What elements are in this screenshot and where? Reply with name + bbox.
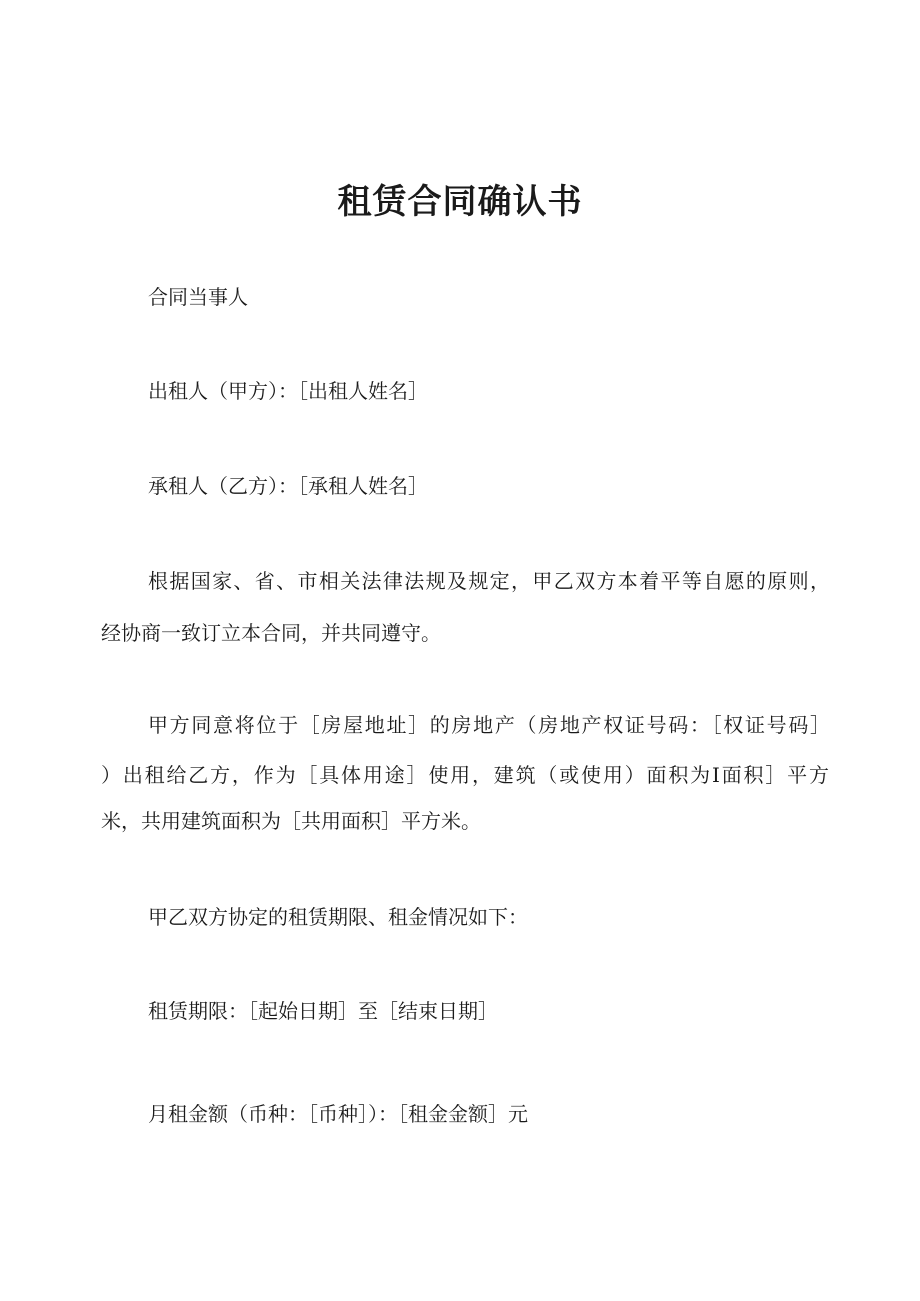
property-line-3: 米，共用建筑面积为［共用面积］平方米。 <box>101 809 481 833</box>
lease-term-line: 租赁期限：［起始日期］至［结束日期］ <box>148 999 498 1023</box>
lessor-line: 出租人（甲方）：［出租人姓名］ <box>148 379 428 403</box>
property-line-2: ）出租给乙方，作为［具体用途］使用，建筑（或使用）面积为I面积］平方 <box>101 763 829 787</box>
parties-heading: 合同当事人 <box>148 285 248 309</box>
property-line-1: 甲方同意将位于［房屋地址］的房地产（房地产权证号码：［权证号码］ <box>148 713 830 737</box>
document-title: 租赁合同确认书 <box>337 182 583 222</box>
preamble-line-1: 根据国家、省、市相关法律法规及规定，甲乙双方本着平等自愿的原则， <box>148 569 830 593</box>
preamble-line-2: 经协商一致订立本合同，并共同遵守。 <box>101 621 441 645</box>
lessee-line: 承租人（乙方）：［承租人姓名］ <box>148 474 428 498</box>
monthly-rent-line: 月租金额（币种：［币种］）：［租金金额］元 <box>148 1102 528 1126</box>
terms-intro-line: 甲乙双方协定的租赁期限、租金情况如下： <box>148 905 528 929</box>
